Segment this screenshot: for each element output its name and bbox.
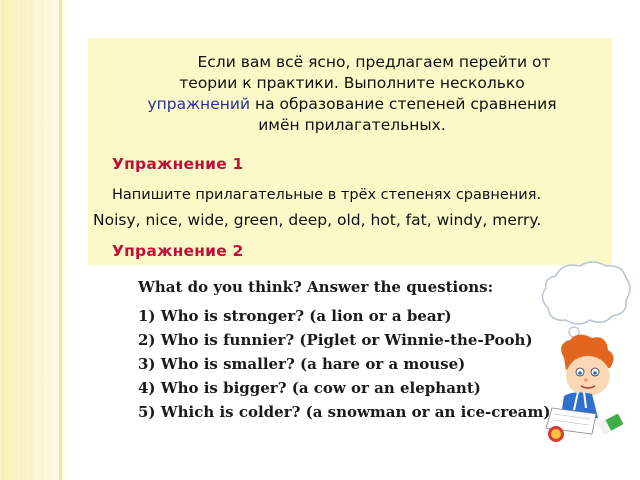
thought-bubble-icon	[542, 262, 630, 347]
exercise-1-title: Упражнение 1	[112, 155, 244, 173]
exercises-link[interactable]: упражнений	[147, 95, 251, 113]
questions-list	[138, 304, 551, 424]
question-item: 3) Who is smaller? (a hare or a mouse)	[138, 355, 466, 373]
boy-illustration	[534, 258, 634, 448]
intro-line-4: имён прилагательных.	[258, 116, 446, 134]
exercise-1-instruction: Напишите прилагательные в трёх степенях сравнения.	[112, 187, 542, 203]
intro-line-2: теории к практики. Выполните несколько	[179, 74, 525, 92]
questions-title: What do you think? Answer the questions:	[138, 278, 494, 296]
question-item: 2) Who is funnier? (Piglet or Winnie-the-Pooh)	[138, 331, 533, 349]
intro-line-3-rest: на образование степеней сравнения	[254, 95, 557, 113]
decorative-left-band	[0, 0, 68, 480]
intro-line-1: Если вам всё ясно, предлагаем перейти от	[197, 53, 551, 71]
exercise-2-title: Упражнение 2	[112, 242, 244, 260]
question-item: 1) Who is stronger? (a lion or a bear)	[138, 307, 452, 325]
intro-text	[102, 52, 602, 136]
question-item: 5) Which is colder? (a snowman or an ice-cream)	[138, 403, 551, 421]
questions-block	[134, 274, 551, 434]
intro-line-3	[102, 94, 602, 115]
exercise-1-words: Noisy, nice, wide, green, deep, old, hot, fat, windy, merry.	[93, 211, 542, 229]
question-item: 4) Who is bigger? (a cow or an elephant)	[138, 379, 481, 397]
